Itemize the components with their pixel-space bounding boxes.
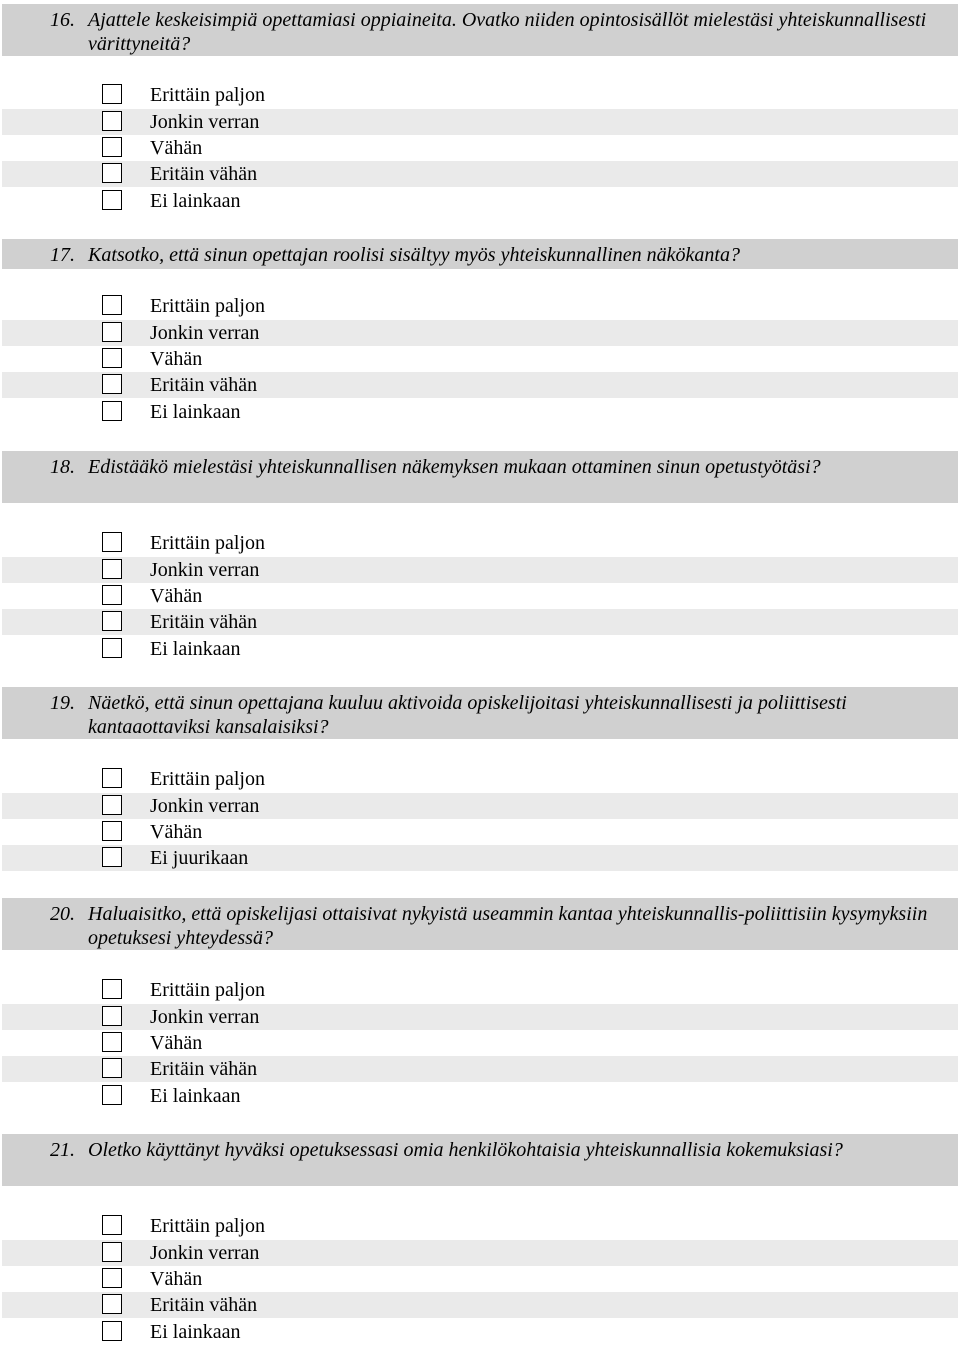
checkbox[interactable] xyxy=(102,190,122,210)
option-row[interactable] xyxy=(2,1004,958,1030)
checkbox[interactable] xyxy=(102,84,122,104)
question-number: 17. xyxy=(50,244,75,266)
checkbox[interactable] xyxy=(102,1268,122,1288)
checkbox[interactable] xyxy=(102,847,122,867)
option-label: Erittäin paljon xyxy=(150,1215,265,1237)
question-header xyxy=(2,687,958,739)
option-label: Ei lainkaan xyxy=(150,1321,241,1343)
option-row[interactable] xyxy=(2,346,958,372)
option-row[interactable] xyxy=(2,1240,958,1266)
option-label: Erittäin paljon xyxy=(150,979,265,1001)
question-text: Edistääkö mielestäsi yhteiskunnallisen näkemyksen mukaan ottaminen sinun opetustyötäsi? xyxy=(88,456,821,478)
question-header xyxy=(2,451,958,503)
option-row[interactable] xyxy=(2,1083,958,1109)
checkbox[interactable] xyxy=(102,611,122,631)
option-label: Jonkin verran xyxy=(150,322,260,344)
option-label: Eritäin vähän xyxy=(150,1294,258,1316)
checkbox[interactable] xyxy=(102,1085,122,1105)
checkbox[interactable] xyxy=(102,1215,122,1235)
checkbox[interactable] xyxy=(102,638,122,658)
option-label: Eritäin vähän xyxy=(150,374,258,396)
checkbox[interactable] xyxy=(102,1242,122,1262)
option-label: Ei lainkaan xyxy=(150,401,241,423)
checkbox[interactable] xyxy=(102,768,122,788)
question-text: Haluaisitko, että opiskelijasi ottaisivat nykyistä useammin kantaa yhteiskunnallis-poliittisiin kysymyksiin opetuksesi yhteydessä? xyxy=(88,903,928,949)
option-row[interactable] xyxy=(2,1213,958,1239)
option-label: Ei juurikaan xyxy=(150,847,249,869)
question-number: 21. xyxy=(50,1139,75,1161)
option-label: Jonkin verran xyxy=(150,795,260,817)
question-text: Oletko käyttänyt hyväksi opetuksessasi omia henkilökohtaisia yhteiskunnallisia kokemuksiasi? xyxy=(88,1139,843,1161)
question-header xyxy=(2,239,958,269)
checkbox[interactable] xyxy=(102,401,122,421)
option-row[interactable] xyxy=(2,819,958,845)
checkbox[interactable] xyxy=(102,1294,122,1314)
option-row[interactable] xyxy=(2,135,958,161)
option-row[interactable] xyxy=(2,399,958,425)
option-row[interactable] xyxy=(2,1266,958,1292)
checkbox[interactable] xyxy=(102,163,122,183)
option-label: Eritäin vähän xyxy=(150,163,258,185)
option-label: Ei lainkaan xyxy=(150,638,241,660)
option-label: Eritäin vähän xyxy=(150,1058,258,1080)
checkbox[interactable] xyxy=(102,111,122,131)
checkbox[interactable] xyxy=(102,795,122,815)
checkbox[interactable] xyxy=(102,295,122,315)
option-row[interactable] xyxy=(2,1030,958,1056)
option-label: Vähän xyxy=(150,585,203,607)
option-label: Erittäin paljon xyxy=(150,295,265,317)
question-text: Katsotko, että sinun opettajan roolisi sisältyy myös yhteiskunnallinen näkökanta? xyxy=(88,244,740,266)
option-row[interactable] xyxy=(2,372,958,398)
checkbox[interactable] xyxy=(102,532,122,552)
option-label: Vähän xyxy=(150,1032,203,1054)
question-number: 20. xyxy=(50,903,75,925)
option-row[interactable] xyxy=(2,320,958,346)
option-label: Jonkin verran xyxy=(150,559,260,581)
checkbox[interactable] xyxy=(102,559,122,579)
question-text: Näetkö, että sinun opettajana kuuluu aktivoida opiskelijoitasi yhteiskunnallisesti ja poliittisesti kantaaottaviksi kansalaisiksi? xyxy=(88,692,847,738)
checkbox[interactable] xyxy=(102,821,122,841)
option-label: Vähän xyxy=(150,821,203,843)
checkbox[interactable] xyxy=(102,348,122,368)
checkbox[interactable] xyxy=(102,1321,122,1341)
question-header xyxy=(2,1134,958,1186)
checkbox[interactable] xyxy=(102,979,122,999)
checkbox[interactable] xyxy=(102,1032,122,1052)
option-row[interactable] xyxy=(2,161,958,187)
option-row[interactable] xyxy=(2,845,958,871)
option-row[interactable] xyxy=(2,188,958,214)
option-label: Erittäin paljon xyxy=(150,532,265,554)
option-label: Vähän xyxy=(150,137,203,159)
question-header xyxy=(2,898,958,950)
checkbox[interactable] xyxy=(102,374,122,394)
option-row[interactable] xyxy=(2,1292,958,1318)
option-row[interactable] xyxy=(2,293,958,319)
option-label: Vähän xyxy=(150,348,203,370)
option-row[interactable] xyxy=(2,1319,958,1345)
option-label: Ei lainkaan xyxy=(150,1085,241,1107)
question-number: 19. xyxy=(50,692,75,714)
option-row[interactable] xyxy=(2,1056,958,1082)
question-number: 18. xyxy=(50,456,75,478)
option-row[interactable] xyxy=(2,530,958,556)
option-row[interactable] xyxy=(2,766,958,792)
question-number: 16. xyxy=(50,9,75,31)
question-header xyxy=(2,4,958,56)
option-row[interactable] xyxy=(2,636,958,662)
option-label: Erittäin paljon xyxy=(150,768,265,790)
checkbox[interactable] xyxy=(102,137,122,157)
option-label: Jonkin verran xyxy=(150,111,260,133)
option-label: Vähän xyxy=(150,1268,203,1290)
option-row[interactable] xyxy=(2,557,958,583)
option-row[interactable] xyxy=(2,583,958,609)
checkbox[interactable] xyxy=(102,322,122,342)
checkbox[interactable] xyxy=(102,585,122,605)
question-text: Ajattele keskeisimpiä opettamiasi oppiaineita. Ovatko niiden opintosisällöt mielestäsi yhteiskunnallisesti värittyneitä? xyxy=(88,9,927,55)
option-row[interactable] xyxy=(2,977,958,1003)
option-label: Erittäin paljon xyxy=(150,84,265,106)
option-label: Ei lainkaan xyxy=(150,190,241,212)
option-label: Jonkin verran xyxy=(150,1006,260,1028)
option-label: Jonkin verran xyxy=(150,1242,260,1264)
checkbox[interactable] xyxy=(102,1006,122,1026)
option-row[interactable] xyxy=(2,109,958,135)
checkbox[interactable] xyxy=(102,1058,122,1078)
option-row[interactable] xyxy=(2,82,958,108)
option-row[interactable] xyxy=(2,793,958,819)
option-row[interactable] xyxy=(2,609,958,635)
option-label: Eritäin vähän xyxy=(150,611,258,633)
